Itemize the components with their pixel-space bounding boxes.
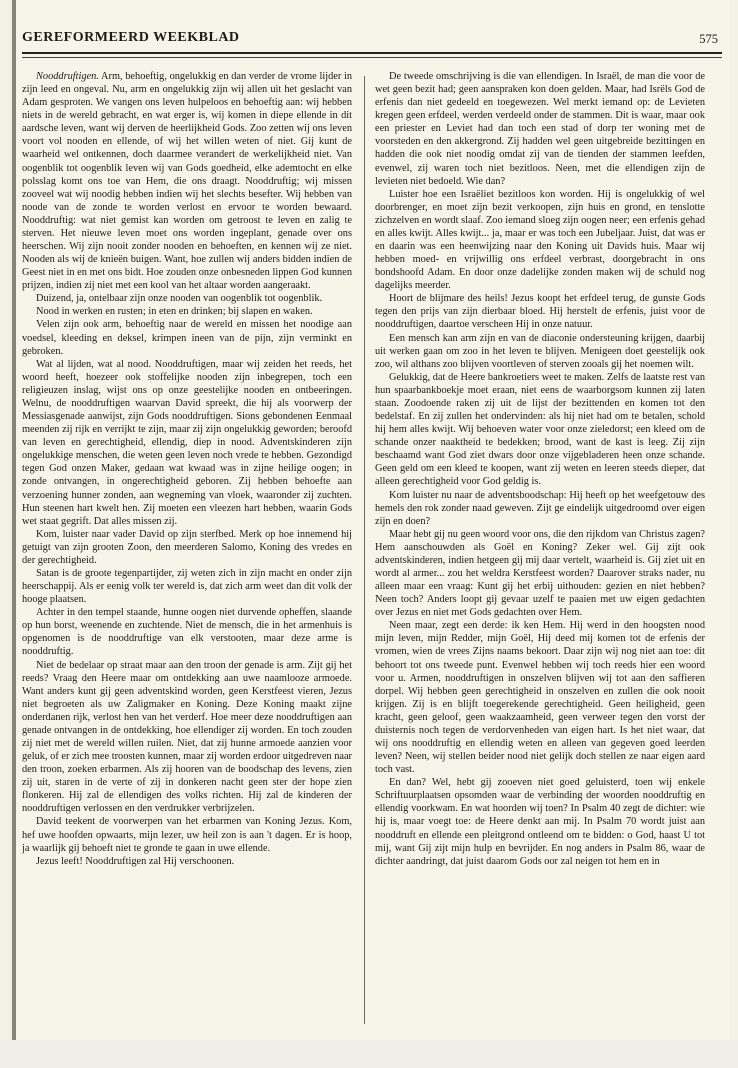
publication-title: GEREFORMEERD WEEKBLAD	[22, 30, 240, 45]
page-spine	[12, 0, 16, 1040]
paragraph: Nood in werken en rusten; in eten en drinken; bij slapen en waken.	[36, 306, 313, 318]
paragraph: Velen zijn ook arm, behoeftig naar de wereld en missen het noodige aan voedsel, kleeding en deksel, krimpen ineen van de pijn, zijn verminkt en gebroken.	[22, 319, 352, 357]
paragraph: David teekent de voorwerpen van het erbarmen van Koning Jezus. Kom, hef uwe hoofden opwaarts, mijn lezer, uw heil zon is aan 't dagen. Er is hoop, ja waarlijk gij behoeft niet te gronde te gaan in uwe ellende.	[22, 816, 352, 854]
paragraph: Achter in den tempel staande, hunne oogen niet durvende opheffen, slaande op hun borst, weenende en zuchtende. Niet de mensch, die in het armenhuis is opgenomen is de nooddruftige van elk verstooten, maar deze arme is nooddruftig.	[22, 607, 352, 658]
scan-margin	[0, 1040, 738, 1068]
paragraph: De tweede omschrijving is die van ellendigen. In Israël, de man die voor de wet geen bezit had; geen aanspraken kon doen gelden. Maar, had Isrëls God de erfenis dan niet gedeeld en toegewezen. Wel merkt iemand op: de Levieten kregen geen erfdeel, werden verdeeld onder de stammen. Dit is waar, maar ook een priester en Leviet had dan toch een stad of dorp ter woning met de voorsteden en den akkergrond. Zij hadden wel geen uitgebreide bezittingen en hadden die ook niet noodig omdat zij van de tienden der stammen leefden, evenwel, zij waren toch niet bezitloos. Neen, met die ellendigen zijn de levieten niet bedoeld. Wie dan?	[375, 71, 705, 187]
paragraph: Gelukkig, dat de Heere bankroetiers weet te maken. Zelfs de laatste rest van hun spaarbankboekje moet eraan, niet eens de waarborgsom kunnen zij laten staan. Zoodoende raken zij uit de lijst der bezittenden en komen tot den bedelstaf. En zij zullen het ondervinden: als hij niet had om te betalen, schold hij hem alles kwijt. Wij behoeven water voor onze zieledorst; een kleed om de schande onzer naaktheid te bedekken; brood, want de kast is leeg. Zij zijn beschaamd want God ziet dwars door onze vijgebladeren heen onze schande. Geen geld om een kleed te koopen, want zij weten en leeren steeds dieper, dat alleen gerechtigheid voor God geldig is.	[375, 371, 705, 488]
right-column	[375, 70, 705, 1025]
paragraph: Satan is de groote tegenpartijder, zij weten zich in zijn macht en onder zijn heerschappij. Als er eenig volk ter wereld is, dat zich arm weet dan dit volk der hooge plaatsen.	[22, 567, 352, 606]
column-divider	[364, 76, 365, 1024]
paragraph: Wat al lijden, wat al nood. Nooddruftigen, maar wij zeiden het reeds, het woord heeft, hoezeer ook stoffelijke nooden zijn inbegrepen, toch een religieuzen inslag, wijst ons op onze geestelijke nooden en ontbeeringen. Welnu, de nooddruftigen waarvan David spreekt, die hij als voorwerp der Messiasgenade aanwijst, zijn Gods nooddruftigen. Sions gebondenen Eenmaal meenden zij rijk en verrijkt te zijn, maar zij zijn ongelukkig geworden; beroofd van leven en gerechtigheid, ellendig, diep in nood. Adventskinderen zijn ongelukkige menschen, die weten geen leven noch vrede te hebben. Gezondigd tegen God onzen Maker, gedaan wat kwaad was in zijne heilige oogen; in zonde ontvangen, in ongerechtigheid geboren. Zij hebben behoefte aan verzoening hunner zonden, aan wegneming van vloek, waaronder zij zuchten. Hun steenen hart kwelt hen. Zij moeten een vleezen hart hebben, waarin Gods wet staat gegrift. Dat alles missen zij.	[22, 358, 352, 527]
paragraph: Luister hoe een Israëliet bezitloos kon worden. Hij is ongelukkig of wel doorbrenger, en moet zijn bezit verkoopen, zijn huis en grond, en tenslotte zichzelven en wordt slaaf. Zoo iemand sloeg zijn oogen neer; een erfenis gehad en alles kwijt. Alles kwijt... ja, maar er was toch een Jubeljaar. Juist, dat was er en daarin was een heenwijzing naar den Koning uit Davids huis. Maar wij hebben moed- en vrijwillig ons erfdeel verbrast, doorgebracht in ons bondshoofd Adam. En door onze dadelijke zonden maken wij de schuld nog dagelijks meerder.	[375, 188, 705, 292]
paragraph-lead: Nooddruftigen.	[36, 71, 99, 82]
header-rule-thin	[22, 57, 722, 58]
paragraph: Neen maar, zegt een derde: ik ken Hem. Hij werd in den hoogsten nood mijn leven, mijn Redder, mijn Goël, Hij deed mij komen tot de erfenis der vromen, wien de vrees Zijns naams bekoort. Daar zijn wij nog niet aan toe: dit behoort tot ons tweede punt. Evenwel hebben wij toch reeds hier een woord voor u. Armen, nooddruftigen in onszelven blijven wij tot aan den saffieren dorpel. Wij hebben geen gerechtigheid in onszelven en zullen die ook nooit krijgen. Zij is en blijft toegerekende gerechtigheid. Geen heiligheid, geen kracht, geen geloof, geen waakzaamheid, geen verweer tegen den vorst der duisternis noch tegen de verdorvenheden van eigen hart. Is het niet waar, dat wij ons nooddruftig en ellendig weten en alleen van gegeven goed leerden leven? Neen, wij stellen beider nood niet gelijk doch stellen ze naar eigen aard toch vast.	[375, 620, 705, 776]
paragraph: Jezus leeft! Nooddruftigen zal Hij verschoonen.	[36, 855, 235, 867]
page-number: 575	[699, 32, 718, 46]
paragraph: Maar hebt gij nu geen woord voor ons, die den rijkdom van Christus zagen? Hem aanschouwden als Goël en Koning? Zeker wel. Gij zijt ook adventskinderen, indien hetgeen gij mij daar vertelt, waarheid is. Gij ziet uit en wordt al armer... zou het weldra Kerstfeest worden? Daarover straks nader, nu alleen maar een vraag: Kunt gij het erbij uithouden: gezien en niet hebben? Neen toch? Anders loopt gij gevaar uzelf te paaien met uw eigen gedachten over Jezus en niet met Gods gedachten over Hem.	[375, 528, 705, 619]
header-rule-thick	[22, 52, 722, 54]
paragraph: Kom luister nu naar de adventsboodschap: Hij heeft op het weefgetouw des hemels den rok zonder naad geweven. Zijt ge eindelijk uitgedroomd over eigen zijn en doen?	[375, 489, 705, 527]
left-column	[22, 70, 352, 1025]
paragraph: Nooddruftigen. Arm, behoeftig, ongelukkig en dan verder de vrome lijder in zijn leed en ongeval. Nu, arm en ongelukkig zijn wij allen uit het geslacht van Adam gesproten. We vangen ons leven hulpeloos en behoeftig aan: wij hebben niets in de wereld gebracht, en wat erger is, wij komen in diepe ellende in dit aardsche leven, want wij derven de heerlijkheid Gods. Zoo zetten wij ons leven voort vol nooden en ellende, of wij het willen weten of niet. Gij kunt de waarheid wel ontkennen, doch daarmee verandert de werkelijkheid niet. Van oogenblik tot oogenblik leven wij van Gods goedheid, elke ademtocht en elke polsslag komt ons toe van Hem, die ons draagt. Nooddruftig; wij missen zooveel wat wij noodig hebben indien wij het slechts besefter. Wij hebben van noode van de zonde te worden verlost en ervoor te worden bewaard. Nooddruftig: wat niet gemist kan worden om getroost te leven en zalig te sterven. Het nieuwe leven moet ons worden ingeplant, genade over ons heerschen. Wij zijn nooit zonder nooden en behoeften, en kennen wij ze niet. Nooden als wij de knieën buigen. Want, hoe zullen wij anders bidden indien de Geest niet in en met ons bidt. Hoe zouden onze onbesneden lippen God kunnen prijzen, indien zij niet met een kool van het altaar worden aangeraakt.	[22, 71, 352, 292]
running-header	[22, 30, 722, 52]
paragraph: Een mensch kan arm zijn en van de diaconie ondersteuning krijgen, daarbij uit werken gaan om zoo in het leven te blijven. Menigeen doet geestelijk ook zoo, wil althans zoo blijven voortleven of sterven zooals gij het noemen wilt.	[375, 332, 705, 370]
paragraph: Niet de bedelaar op straat maar aan den troon der genade is arm. Zijt gij het reeds? Vraag den Heere maar om ontdekking aan uwe naamlooze armoede. Want anders kunt gij geen adventskind worden, geen Kerstfeest vieren, Jezus niet begroeten als uw Zaligmaker en Koning. Deze Koning maakt zijne onderdanen rijk, verlost hen van het verderf. Hoe meer deze nooddruftigen aan genade ontvangen in de ontdekking, hoe ellendiger zij worden. En toch zouden zij niet met de wereld willen ruilen. Niet, dat zij hunne armoede aanzien voor geluk, of er zich mee troosten kunnen, maar zij worden erdoor uitgedreven naar den troon, zoeken erbarmen. Als zij hooren van de boodschap des levens, zien zij uit, staren in de verte of zij in donkeren nacht geen ster der hope zien flonkeren. Hij zal de ellendigen des volks richten. Hij zal de kinderen der nooddruftigen verlossen en den verdrukker verbrijzelen.	[22, 659, 352, 815]
paragraph: En dan? Wel, hebt gij zooeven niet goed geluisterd, toen wij enkele Schriftuurplaatsen opsomden waar de verbinding der woorden nooddruftig en ellendig voorkwam. En wat hoorden wij toen? In Psalm 40 zegt de dichter: wie hij is, maar voegt toe: de Heere denkt aan mij. In Psalm 70 wordt juist aan nooddruft en ellende een pleitgrond ontleend om te bidden: o God, haast U tot mij, want Gij zijt mijn hulp en bevrijder. En nog anders in Psalm 86, waar de dichter aandringt, dat juist daarom Gods oor zal neigen tot hem en in	[375, 777, 705, 867]
paragraph: Duizend, ja, ontelbaar zijn onze nooden van oogenblik tot oogenblik.	[36, 293, 323, 305]
paragraph: Hoort de blijmare des heils! Jezus koopt het erfdeel terug, de gunste Gods tegen den prijs van zijn dierbaar bloed. Hij herstelt de erfenis, juist voor de nooddruftigen, daartoe verscheen Hij in onze natuur.	[375, 293, 705, 331]
paragraph: Kom, luister naar vader David op zijn sterfbed. Merk op hoe innemend hij getuigt van zijn grooten Zoon, den meerderen Salomo, Koning des vredes en der gerechtigheid.	[22, 528, 352, 566]
